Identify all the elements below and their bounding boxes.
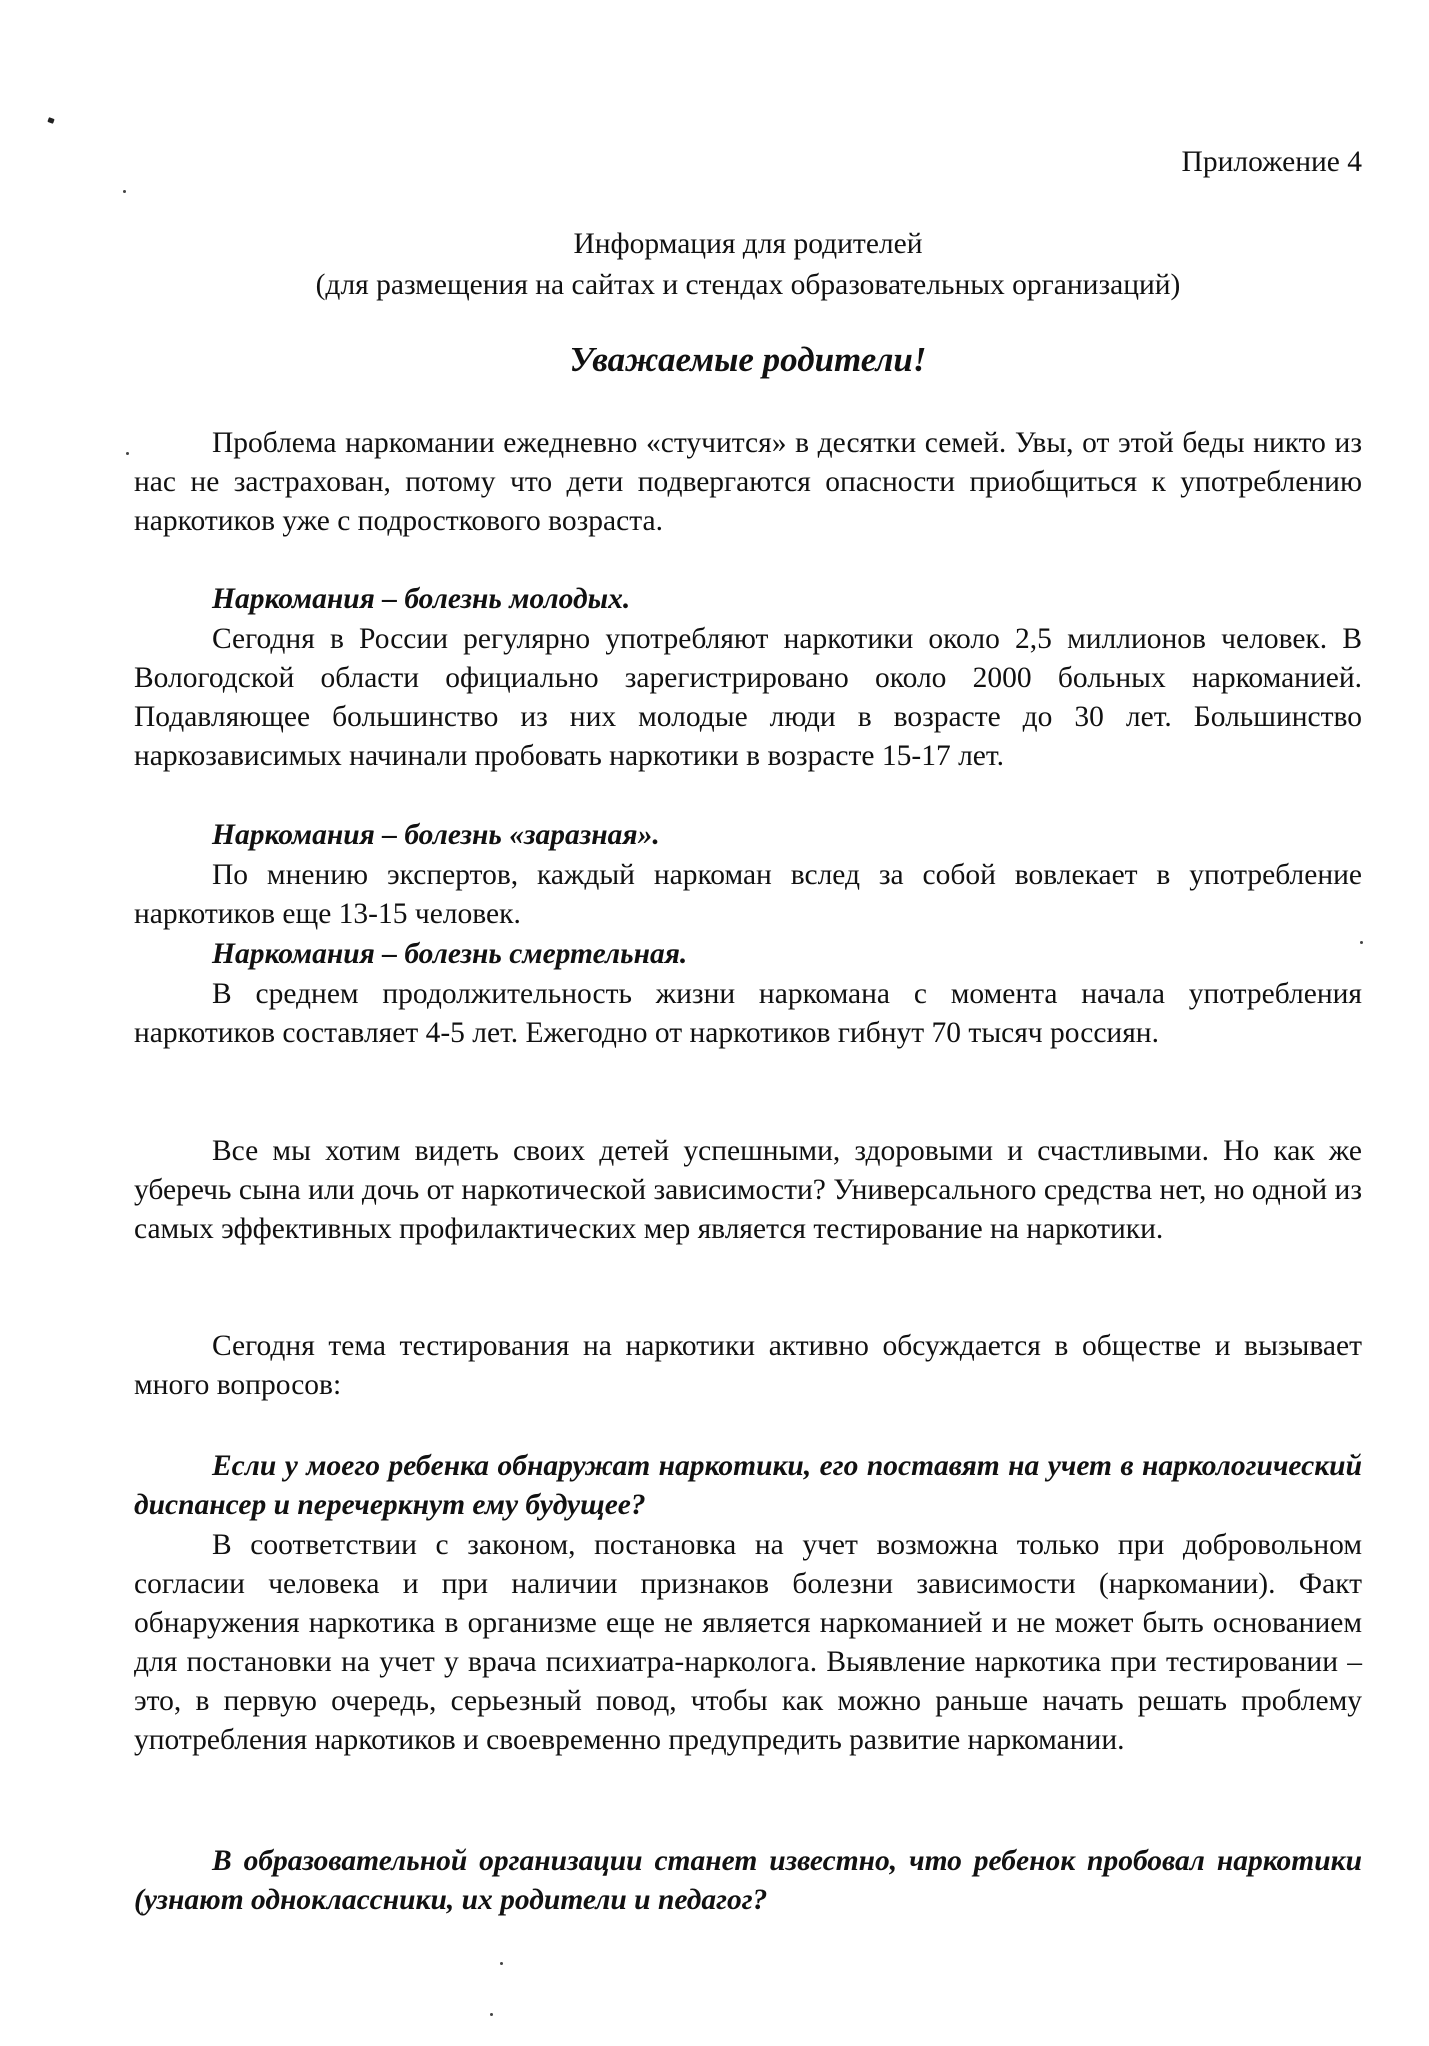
header-line-1: Информация для родителей: [573, 228, 923, 260]
header-line-2: (для размещения на сайтах и стендах образовательных организаций): [315, 269, 1181, 301]
fact-text: По мнению экспертов, каждый наркоман вслед за собой вовлекает в употребление наркотиков еще 13-15 человек.: [134, 859, 1362, 930]
fact-text: Сегодня в России регулярно употребляют наркотики около 2,5 миллионов человек. В Вологодской области официально зарегистрировано около 2000 больных наркоманией. Подавляющее большинство из них молодые люди в возрасте до 30 лет. Большинство наркозависимых начинали пробовать наркотики в возрасте 15-17 лет.: [134, 623, 1362, 772]
paragraph-today: Сегодня тема тестирования на наркотики активно обсуждается в обществе и вызывает много вопросов:: [134, 1330, 1362, 1401]
paragraph-all-want: Все мы хотим видеть своих детей успешными, здоровыми и счастливыми. Но как же уберечь сына или дочь от наркотической зависимости? Универсального средства нет, но одной из самых эффективных профилактических мер является тестирование на наркотики.: [134, 1135, 1362, 1245]
scan-speck: [123, 190, 126, 193]
appendix-label: Приложение 4: [1181, 146, 1362, 178]
scan-speck: [490, 2013, 493, 2016]
salutation: Уважаемые родители!: [569, 340, 927, 379]
scan-speck: [500, 1962, 503, 1965]
fact-heading: Наркомания – болезнь «заразная».: [212, 819, 660, 851]
intro-paragraph: Проблема наркомании ежедневно «стучится» в десятки семей. Увы, от этой беды никто из нас не застрахован, потому что дети подвергаются опасности приобщиться к употреблению наркотиков уже с подросткового возраста.: [134, 427, 1362, 537]
fact-text: В среднем продолжительность жизни наркомана с момента начала употребления наркотиков составляет 4-5 лет. Ежегодно от наркотиков гибнут 70 тысяч россиян.: [134, 978, 1362, 1049]
answer-1: В соответствии с законом, постановка на учет возможна только при добровольном согласии человека и при наличии признаков болезни зависимости (наркомании). Факт обнаружения наркотика в организме еще не является наркоманией и не может быть основанием для постановки на учет у врача психиатра-нарколога. Выявление наркотика при тестировании – это, в первую очередь, серьезный повод, чтобы как можно раньше начать решать проблему употребления наркотиков и своевременно предупредить развитие наркомании.: [134, 1529, 1362, 1756]
question-2: В образовательной организации станет известно, что ребенок пробовал наркотики (узнают одноклассники, их родители и педагог?: [134, 1845, 1362, 1916]
fact-heading: Наркомания – болезнь молодых.: [212, 583, 631, 615]
question-1: Если у моего ребенка обнаружат наркотики, его поставят на учет в наркологический диспансер и перечеркнут ему будущее?: [134, 1450, 1362, 1521]
scan-speck: [126, 452, 129, 455]
fact-heading: Наркомания – болезнь смертельная.: [212, 938, 688, 970]
scan-mark: [47, 117, 54, 124]
